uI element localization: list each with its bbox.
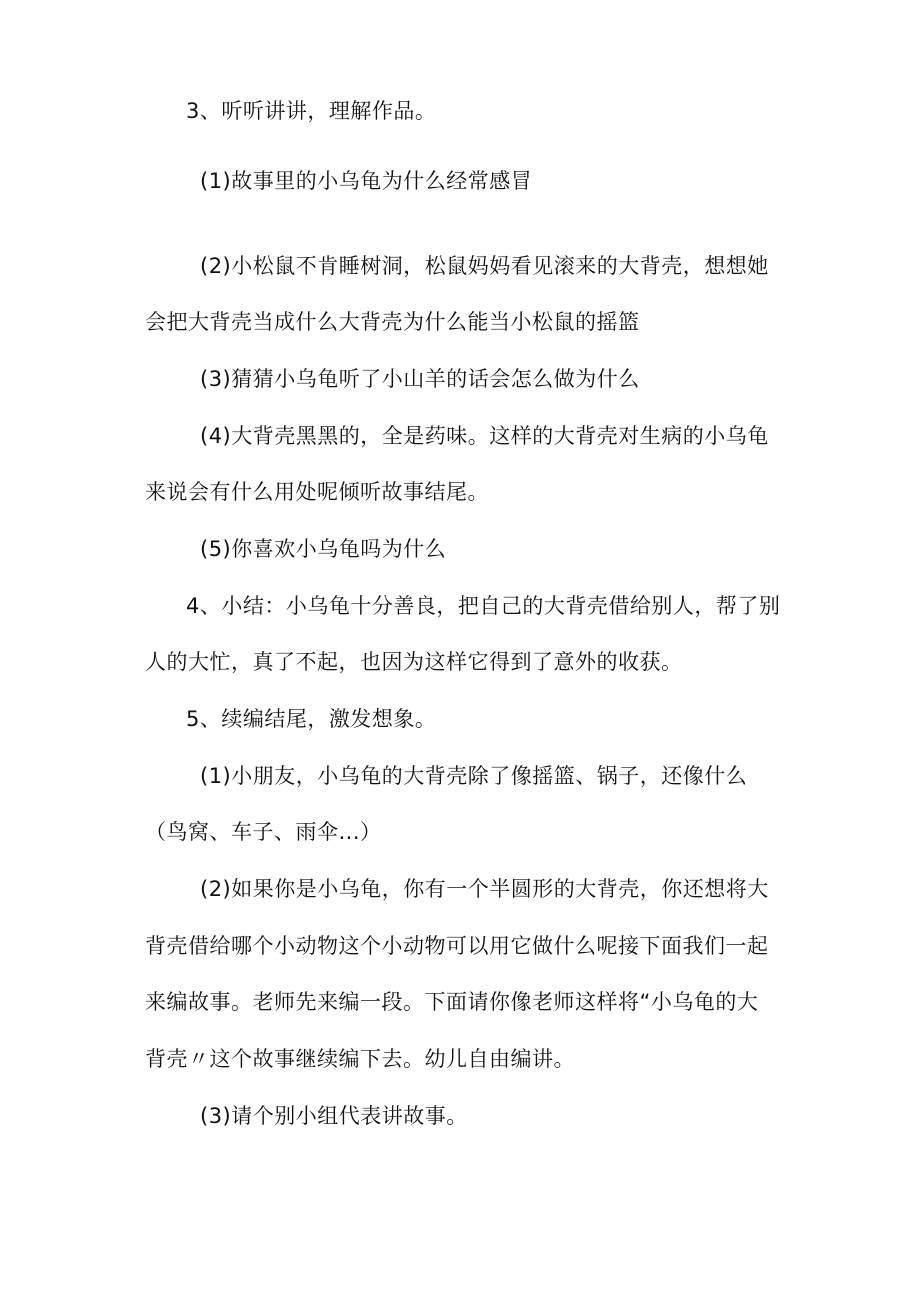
question-3-line: (3)猜猜小乌龟听了小山羊的话会怎么做为什么 [200, 367, 640, 391]
section-4-line-2: 人的大忙，真了不起，也因为这样它得到了意外的收获。 [145, 650, 683, 674]
prompt-2-line-3: 来编故事。老师先来编一段。下面请你像老师这样将“小乌龟的大 [145, 990, 759, 1014]
question-5-line: (5)你喜欢小乌龟吗为什么 [200, 537, 447, 561]
prompt-2-line-4: 背壳〃这个故事继续编下去。幼儿自由编讲。 [145, 1047, 575, 1071]
question-4-line-1: (4)大背壳黑黑的，全是药味。这样的大背壳对生病的小乌龟 [200, 424, 769, 448]
question-2-line-1: (2)小松鼠不肯睡树洞，松鼠妈妈看见滚来的大背壳，想想她 [200, 254, 769, 278]
section-5-heading: 5、续编结尾，激发想象。 [186, 707, 437, 731]
prompt-1-line-2: （鸟窝、车子、雨伞...） [145, 820, 382, 844]
question-4-line-2: 来说会有什么用处呢倾听故事结尾。 [145, 480, 489, 504]
question-2-line-2: 会把大背壳当成什么大背壳为什么能当小松鼠的摇篮 [145, 310, 640, 334]
section-3-heading: 3、听听讲讲，理解作品。 [186, 99, 437, 123]
prompt-3-line: (3)请个别小组代表讲故事。 [200, 1104, 468, 1128]
prompt-2-line-2: 背壳借给哪个小动物这个小动物可以用它做什么呢接下面我们一起 [145, 934, 769, 958]
prompt-1-line-1: (1)小朋友，小乌龟的大背壳除了像摇篮、锅子，还像什么 [200, 764, 748, 788]
prompt-2-line-1: (2)如果你是小乌龟，你有一个半圆形的大背壳，你还想将大 [200, 877, 769, 901]
section-4-line-1: 4、小结：小乌龟十分善良，把自己的大背壳借给别人，帮了别 [186, 594, 781, 618]
question-1-line: (1)故事里的小乌龟为什么经常感冒 [200, 169, 533, 193]
